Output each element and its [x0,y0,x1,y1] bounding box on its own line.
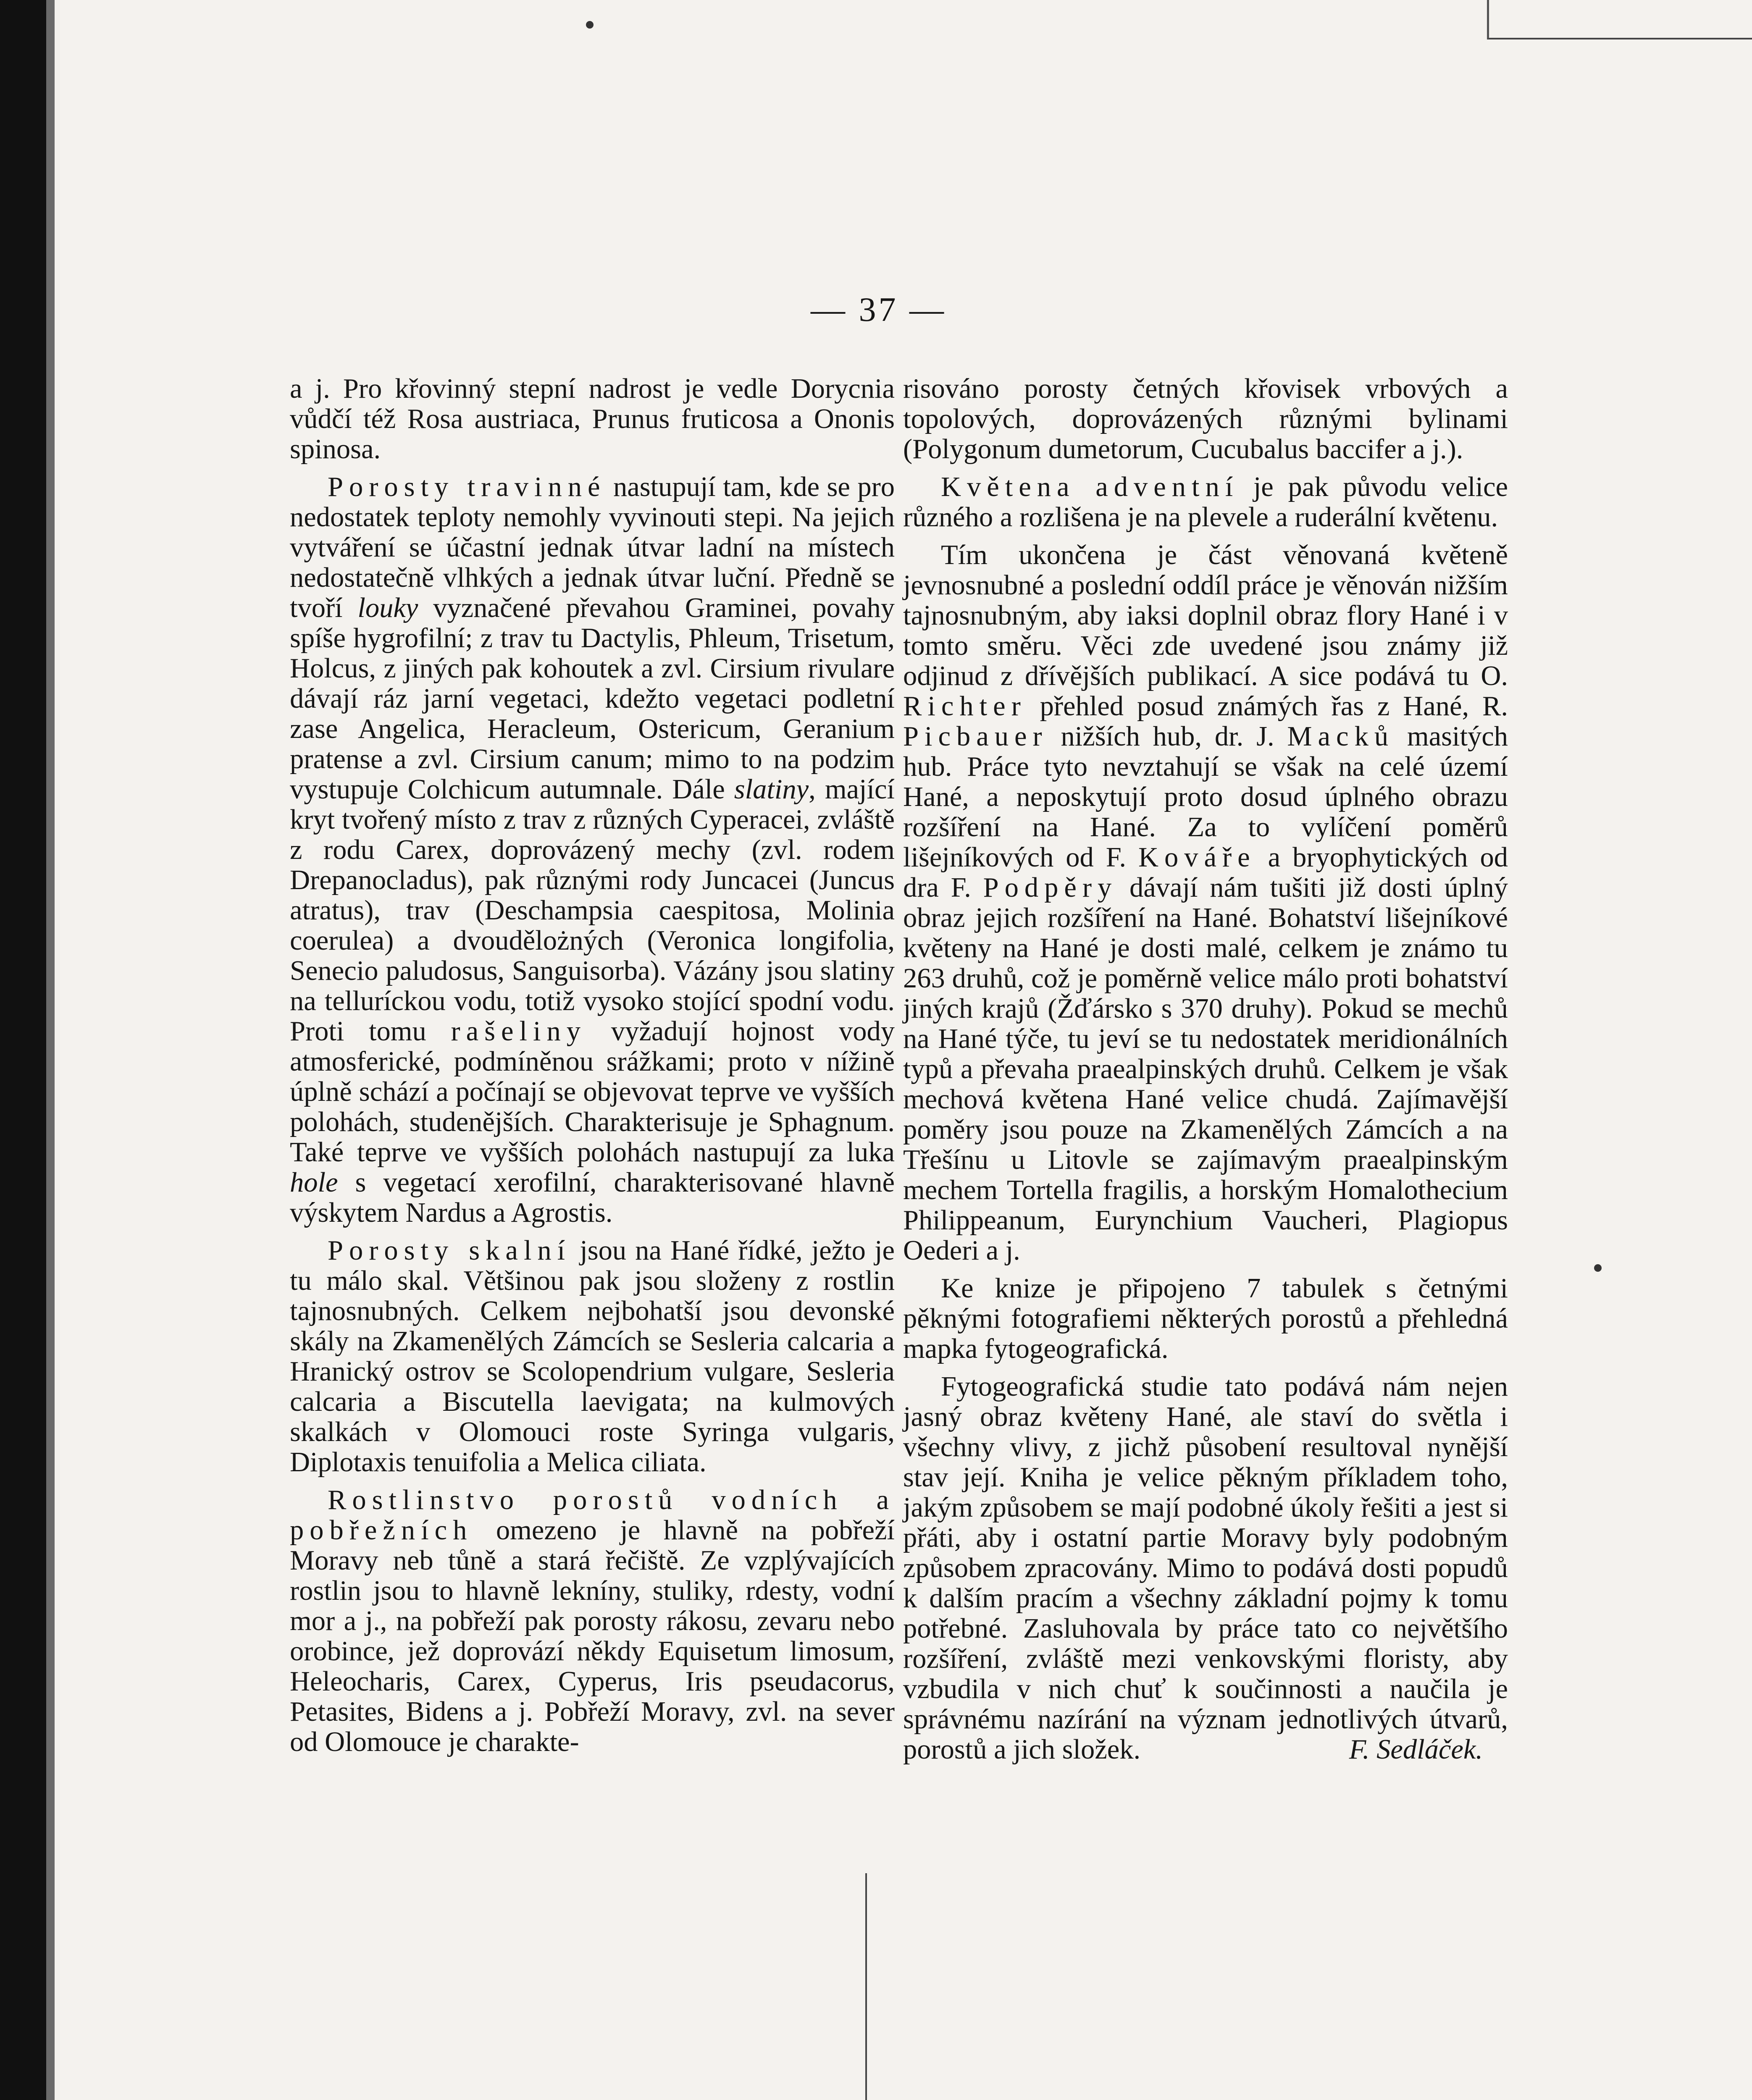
author-name: Kováře [1138,842,1256,873]
page-number: — 37 — [811,290,946,328]
paragraph-tajnosnubne: Tím ukončena je část věnovaná květeně jevnosnubné a poslední oddíl práce je věnován nižším tajnosnubným, aby iaksi doplnil obraz flory Hané i v tomto směru. Věci zde uvedené jsou známy již odjinud z dřívějších publikací. A sice podává tu O. Richter přehled posud známých řas z Hané, R. Picbauer nižších hub, dr. J. Macků masitých hub. Práce tyto nevztahují se však na celé území Hané, a neposkytují proto dosud úplného obrazu rozšíření na Hané. Za to vylíčení poměrů lišejníkových od F. Kováře a bryophytických od dra F. Podpěry dávají nám tušiti již dosti úplný obraz jejich rozšíření na Hané. Bohatství lišejníkové květeny na Hané je dosti malé, celkem je známo tu 263 druhů, což je poměrně velice málo proti bohatství jiných krajů (Žďársko s 370 druhy). Pokud se mechů na Hané týče, tu jeví se tu nedostatek meridionálních typů a převaha praealpinských druhů. Celkem je však mechová květena Hané velice chudá. Zajímavější poměry jsou pouze na Zkamenělých Zámcích a na Třešínu u Litovle se zajímavým praealpinským mechem Tortella fragilis, a horským Homalothecium Philippeanum, Eurynchium Vaucheri, Plagiopus Oederi a j. [903,540,1508,1266]
paragraph-porosty-skalni: Porosty skalní jsou na Hané řídké, ježto je tu málo skal. Většinou pak jsou složeny z rostlin tajnosnubných. Celkem nejbohatší jsou devonské skály na Zkamenělých Zámcích se Sesleria calcaria a Hranický ostrov se Scolopendrium vulgare, Sesleria calcaria a Biscutella laevigata; na kulmových skalkách v Olomouci roste Syringa vulgaris, Diplotaxis tenuifolia a Melica ciliata. [290,1235,895,1478]
scan-speck [586,21,594,29]
author-name: Podpěry [983,872,1118,903]
column-divider [865,1873,867,2100]
section-heading: Porosty travinné [328,472,606,502]
emphasis: hole [290,1167,338,1198]
section-heading: Květena adventní [941,472,1239,502]
right-column [903,374,1508,1772]
author-name: Richter [903,691,1027,722]
section-heading: Rostlinstvo porostů vodních a pobřežních [290,1485,895,1546]
author-name: Macků [1287,721,1395,752]
emphasis: slatiny [734,774,809,805]
scan-corner-artifact [1487,0,1752,39]
signature: F. Sedláček. [1349,1734,1483,1765]
section-heading: Porosty skalní [328,1235,571,1266]
paragraph-kvetena-adventni: Květena adventní je pak původu velice různého a rozlišena je na plevele a ruderální květenu. [903,472,1508,533]
spaced-term: rašeliny [451,1016,586,1047]
book-spine-shadow [0,0,46,2100]
emphasis: louky [357,593,418,623]
scan-speck [1594,1264,1602,1272]
paragraph-porosty-travinne: Porosty travinné nastupují tam, kde se pro nedostatek teploty nemohly vyvinouti stepi. Na jejich vytváření se účastní jednak útvar ladní na místech nedostatečně vlhkých a jednak útvar luční. Předně se tvoří louky vyznačené převahou Graminei, povahy spíše hygrofilní; z trav tu Dactylis, Phleum, Trisetum, Holcus, z jiných pak kohoutek a zvl. Cirsium rivulare dávají ráz jarní vegetaci, kdežto vegetaci podletní zase Angelica, Heracleum, Ostericum, Geranium pratense a zvl. Cirsium canum; mimo to na podzim vystupuje Colchicum autumnale. Dále slatiny, mající kryt tvořený místo z trav z různých Cyperacei, zvláště z rodu Carex, doprovázený mechy (zvl. rodem Drepanocladus), pak různými rody Juncacei (Juncus atratus), trav (Deschampsia caespitosa, Molinia coerulea) a dvoudělożných (Veronica longifolia, Senecio paludosus, Sanguisorba). Vázány jsou slatiny na telluríckou vodu, totiž vysoko stojící spodní vodu. Proti tomu rašeliny vyžadují hojnost vody atmosferické, podmíněnou srážkami; proto v nížině úplně schází a počínají se objevovat teprve ve vyšších polohách, studenějších. Charakterisuje je Sphagnum. Také teprve ve vyšších polohách nastupují za luka hole s vegetací xerofilní, charakterisované hlavně výskytem Nardus a Agrostis. [290,472,895,1228]
paragraph-conclusion: Fytogeografická studie tato podává nám nejen jasný obraz květeny Hané, ale staví do světla i všechny vlivy, z jichž působení resultoval nynější stav její. Kniha je velice pěkným příkladem toho, jakým způsobem se mají podobné úkoly řešiti a jest si přáti, aby i ostatní partie Moravy byly podobným způsobem zpracovány. Mimo to podává dosti popudů k dalším pracím a všechny základní pojmy k tomu potřebné. Zasluhovala by práce tato co největšího rozšíření, zvláště mezi venkovskými floristy, aby vzbudila v nich chuť k součinnosti a naučila je správnému nazírání na význam jednotlivých útvarů, porostů a jich složek. F. Sedláček. [903,1371,1508,1765]
left-column [290,374,895,1765]
author-name: Picbauer [903,721,1048,752]
paragraph: a j. Pro křovinný stepní nadrost je vedle Dorycnia vůdčí též Rosa austriaca, Prunus fruticosa a Ononis spinosa. [290,373,895,465]
paragraph: risováno porosty četných křovisek vrbových a topolových, doprovázených různými bylinami (Polygonum dumetorum, Cucubalus baccifer a j.). [903,373,1508,465]
paragraph: Ke knize je připojeno 7 tabulek s četnými pěknými fotografiemi některých porostů a přehledná mapka fytogeografická. [903,1273,1508,1364]
book-spine-edge [46,0,55,2100]
paragraph-rostlinstvo-vodni: Rostlinstvo porostů vodních a pobřežních omezeno je hlavně na pobřeží Moravy neb tůně a stará řečiště. Ze vzplývajících rostlin jsou to hlavně lekníny, stuliky, rdesty, vodní mor a j., na pobřeží pak porosty rákosu, zevaru nebo orobince, jež doprovází někdy Equisetum limosum, Heleocharis, Carex, Cyperus, Iris pseudacorus, Petasites, Bidens a j. Pobřeží Moravy, zvl. na sever od Olomouce je charakte- [290,1485,895,1757]
